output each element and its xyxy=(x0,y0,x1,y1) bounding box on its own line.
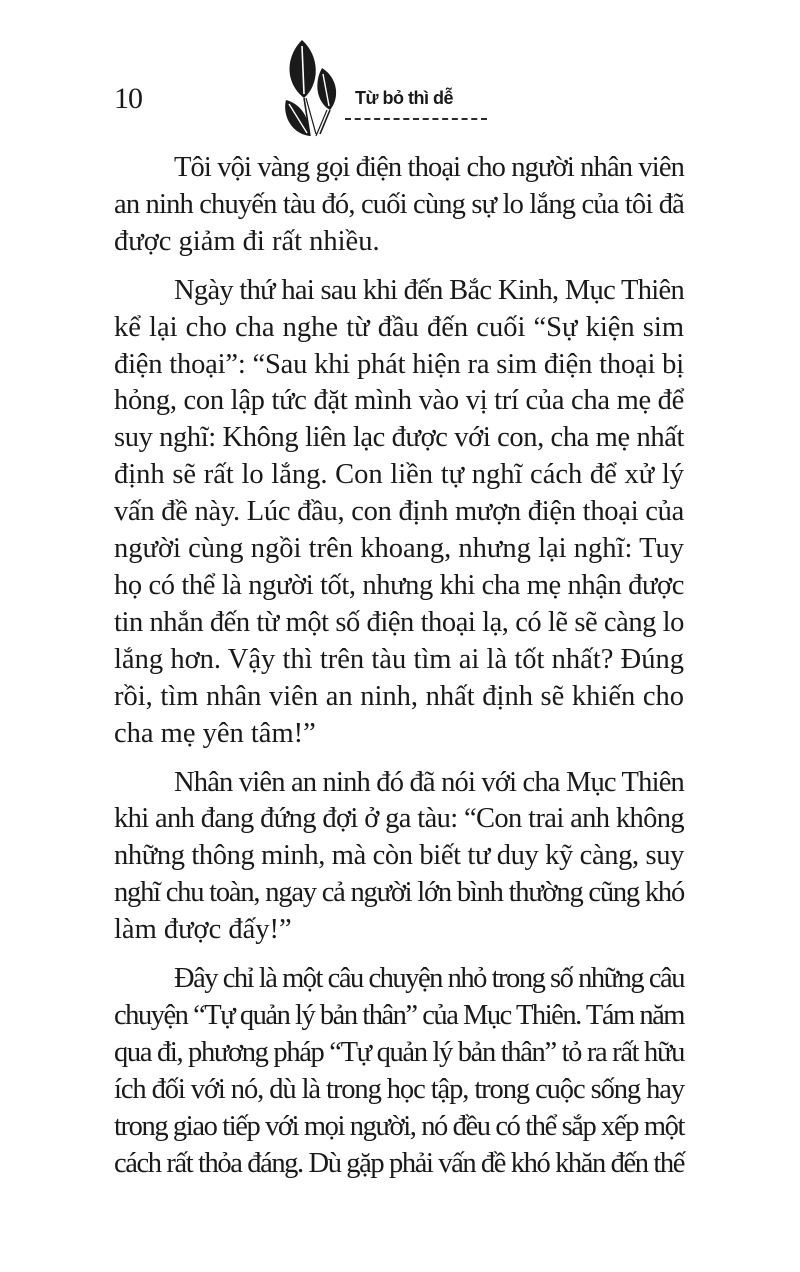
text-line: hỏng, con lập tức đặt mình vào vị trí của cha mẹ để xyxy=(114,385,684,417)
text-line: lắng hơn. Vậy thì trên tàu tìm ai là tốt nhất? Đúng xyxy=(114,643,684,675)
header-dashed-rule xyxy=(345,118,487,120)
text-line: nghĩ chu toàn, ngay cả người lớn bình thường cũng khó xyxy=(114,877,684,909)
text-line: vấn đề này. Lúc đầu, con định mượn điện thoại của xyxy=(114,496,684,528)
text-line: định sẽ rất lo lắng. Con liền tự nghĩ cách để xử lý xyxy=(114,459,684,491)
text-line: an ninh chuyến tàu đó, cuối cùng sự lo lắng của tôi đã xyxy=(114,188,684,220)
running-title: Từ bỏ thì dễ xyxy=(355,88,454,108)
text-line: suy nghĩ: Không liên lạc được với con, cha mẹ nhất xyxy=(114,422,684,454)
text-line: người cùng ngồi trên khoang, nhưng lại nghĩ: Tuy xyxy=(114,533,684,565)
text-line: tin nhắn đến từ một số điện thoại lạ, có lẽ sẽ càng lo xyxy=(114,606,684,638)
paragraph-2 xyxy=(114,273,684,753)
text-line: rồi, tìm nhân viên an ninh, nhất định sẽ khiến cho xyxy=(114,680,684,712)
leaf-logo-icon xyxy=(280,38,350,142)
body-text xyxy=(114,150,684,1182)
text-line: khi anh đang đứng đợi ở ga tàu: “Con trai anh không xyxy=(114,803,684,835)
page-number: 10 xyxy=(114,82,142,115)
text-line: Đây chỉ là một câu chuyện nhỏ trong số những câu xyxy=(174,963,684,995)
text-line: họ có thể là người tốt, nhưng khi cha mẹ nhận được xyxy=(114,569,684,601)
text-line: kể lại cho cha nghe từ đầu đến cuối “Sự kiện sim xyxy=(114,311,684,343)
text-line: qua đi, phương pháp “Tự quản lý bản thân” tỏ ra rất hữu xyxy=(114,1036,684,1068)
page-header xyxy=(0,0,800,150)
paragraph-1 xyxy=(114,150,684,261)
text-line: trong giao tiếp với mọi người, nó đều có thể sắp xếp một xyxy=(114,1110,684,1142)
text-line: những thông minh, mà còn biết tư duy kỹ càng, suy xyxy=(114,840,684,872)
paragraph-4 xyxy=(114,961,684,1182)
text-line: cách rất thỏa đáng. Dù gặp phải vấn đề khó khăn đến thế xyxy=(114,1147,684,1179)
text-line: được giảm đi rất nhiều. xyxy=(114,225,380,257)
paragraph-3 xyxy=(114,765,684,950)
text-line: Ngày thứ hai sau khi đến Bắc Kinh, Mục Thiên xyxy=(174,274,684,306)
text-line: Tôi vội vàng gọi điện thoại cho người nhân viên xyxy=(174,152,684,183)
text-line: điện thoại”: “Sau khi phát hiện ra sim điện thoại bị xyxy=(114,348,684,380)
text-line: làm được đấy!” xyxy=(114,914,292,946)
text-line: Nhân viên an ninh đó đã nói với cha Mục Thiên xyxy=(174,766,684,798)
text-line: cha mẹ yên tâm!” xyxy=(114,717,316,749)
text-line: chuyện “Tự quản lý bản thân” của Mục Thiên. Tám năm xyxy=(114,999,684,1031)
text-line: ích đối với nó, dù là trong học tập, trong cuộc sống hay xyxy=(114,1073,684,1105)
